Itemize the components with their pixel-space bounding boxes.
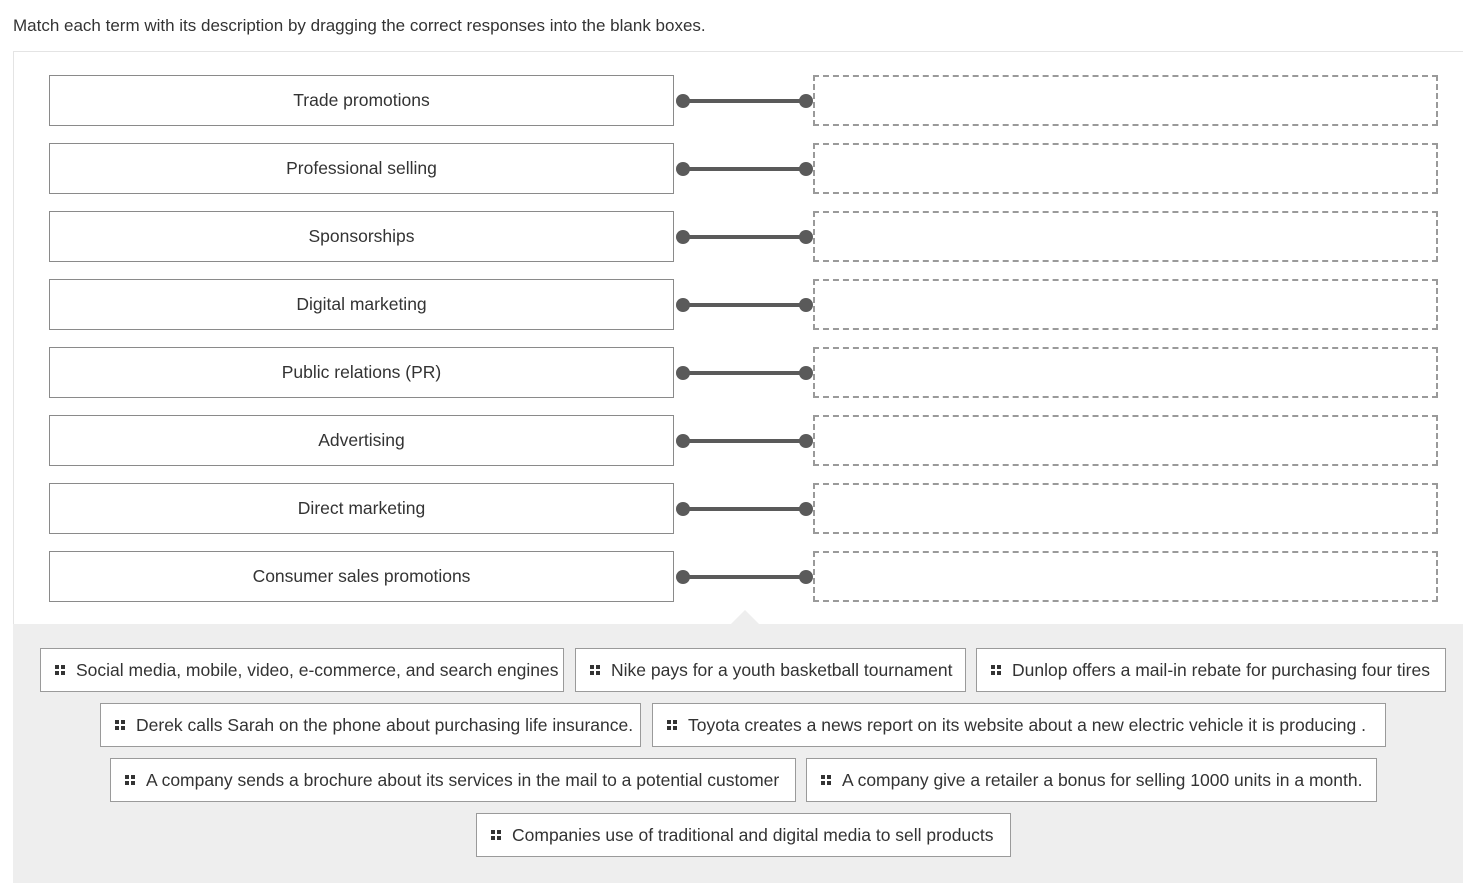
drag-handle-icon	[115, 720, 125, 730]
term-box: Trade promotions	[49, 75, 674, 126]
term-box: Direct marketing	[49, 483, 674, 534]
connector-line	[676, 570, 813, 584]
blank-drop-box[interactable]	[813, 279, 1438, 330]
match-row	[49, 551, 1438, 602]
connector-line	[676, 162, 813, 176]
connector-line	[676, 94, 813, 108]
drag-handle-icon	[55, 665, 65, 675]
response-chip[interactable]	[806, 758, 1377, 802]
instructions-text: Match each term with its description by dragging the correct responses into the blank boxes.	[13, 16, 706, 35]
response-chip[interactable]	[476, 813, 1011, 857]
blank-drop-box[interactable]	[813, 347, 1438, 398]
connector-line	[676, 434, 813, 448]
tray-pointer	[731, 610, 759, 624]
match-row	[49, 347, 1438, 398]
term-box: Advertising	[49, 415, 674, 466]
blank-drop-box[interactable]	[813, 415, 1438, 466]
drag-handle-icon	[667, 720, 677, 730]
blank-drop-box[interactable]	[813, 143, 1438, 194]
drag-handle-icon	[125, 775, 135, 785]
drag-handle-icon	[590, 665, 600, 675]
connector-line	[676, 366, 813, 380]
term-box: Public relations (PR)	[49, 347, 674, 398]
response-chip[interactable]	[110, 758, 796, 802]
response-label: Derek calls Sarah on the phone about purchasing life insurance.	[136, 714, 634, 735]
match-row	[49, 75, 1438, 126]
connector-line	[676, 502, 813, 516]
response-label: Toyota creates a news report on its website about a new electric vehicle it is producing .	[688, 714, 1366, 735]
match-row	[49, 415, 1438, 466]
term-box: Consumer sales promotions	[49, 551, 674, 602]
blank-drop-box[interactable]	[813, 75, 1438, 126]
connector-line	[676, 298, 813, 312]
response-label: A company sends a brochure about its services in the mail to a potential customer	[146, 769, 780, 790]
blank-drop-box[interactable]	[813, 211, 1438, 262]
drag-handle-icon	[491, 830, 501, 840]
response-label: Companies use of traditional and digital media to sell products	[512, 824, 994, 845]
blank-drop-box[interactable]	[813, 551, 1438, 602]
response-chip[interactable]	[40, 648, 564, 692]
connector-line	[676, 230, 813, 244]
drag-handle-icon	[821, 775, 831, 785]
drag-handle-icon	[991, 665, 1001, 675]
term-box: Digital marketing	[49, 279, 674, 330]
response-label: Dunlop offers a mail-in rebate for purchasing four tires	[1012, 659, 1430, 680]
match-row	[49, 483, 1438, 534]
response-chip[interactable]	[652, 703, 1386, 747]
response-chip[interactable]	[100, 703, 641, 747]
response-label: Nike pays for a youth basketball tournament	[611, 659, 953, 680]
response-label: Social media, mobile, video, e-commerce, and search engines	[76, 659, 559, 680]
response-chip[interactable]	[976, 648, 1446, 692]
match-row	[49, 279, 1438, 330]
response-chip[interactable]	[575, 648, 966, 692]
response-label: A company give a retailer a bonus for selling 1000 units in a month.	[842, 769, 1363, 790]
blank-drop-box[interactable]	[813, 483, 1438, 534]
term-box: Sponsorships	[49, 211, 674, 262]
match-row	[49, 211, 1438, 262]
term-box: Professional selling	[49, 143, 674, 194]
match-row	[49, 143, 1438, 194]
